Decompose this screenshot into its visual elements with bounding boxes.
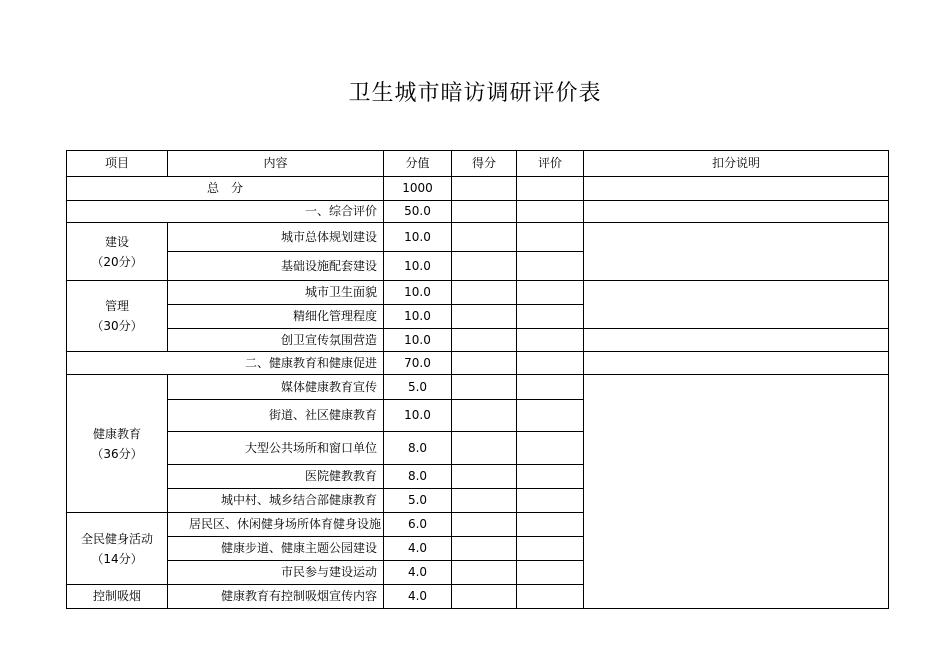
- evaluation-table: [66, 150, 889, 609]
- got-cell: [452, 329, 517, 352]
- group-label: [67, 375, 168, 513]
- content-cell: 城市卫生面貌: [168, 281, 384, 305]
- group-name: 管理: [104, 299, 129, 313]
- group-name: 建设: [104, 234, 129, 249]
- group-points: （14分）: [91, 551, 143, 566]
- score-cell: 10.0: [384, 305, 452, 329]
- section-row: [67, 352, 889, 375]
- note-cell: [584, 177, 889, 201]
- header-got: 得分: [452, 151, 517, 177]
- score-cell: 10.0: [384, 252, 452, 281]
- got-cell: [452, 400, 517, 432]
- score-cell: 5.0: [384, 375, 452, 400]
- note-cell: [584, 281, 889, 329]
- content-cell: 医院健教教育: [168, 465, 384, 489]
- note-cell: [584, 329, 889, 352]
- eval-cell: [517, 400, 584, 432]
- content-cell: 城市总体规划建设: [168, 223, 384, 252]
- got-cell: [452, 281, 517, 305]
- score-cell: 4.0: [384, 561, 452, 585]
- got-cell: [452, 537, 517, 561]
- score-cell: 10.0: [384, 223, 452, 252]
- got-cell: [452, 375, 517, 400]
- content-cell: 基础设施配套建设: [168, 252, 384, 281]
- content-cell: 城中村、城乡结合部健康教育: [168, 489, 384, 513]
- got-cell: [452, 177, 517, 201]
- eval-cell: [517, 432, 584, 465]
- got-cell: [452, 305, 517, 329]
- table-row: [67, 223, 889, 252]
- group-label: [67, 513, 168, 585]
- got-cell: [452, 561, 517, 585]
- note-cell: [584, 201, 889, 223]
- got-cell: [452, 465, 517, 489]
- table-header-row: [67, 151, 889, 177]
- eval-cell: [517, 537, 584, 561]
- got-cell: [452, 432, 517, 465]
- group-label: 控制吸烟: [67, 585, 168, 609]
- group-label: [67, 281, 168, 352]
- score-cell: 1000: [384, 177, 452, 201]
- score-cell: 70.0: [384, 352, 452, 375]
- content-cell: 街道、社区健康教育: [168, 400, 384, 432]
- eval-cell: [517, 375, 584, 400]
- header-note: 扣分说明: [584, 151, 889, 177]
- eval-cell: [517, 329, 584, 352]
- got-cell: [452, 585, 517, 609]
- eval-cell: [517, 223, 584, 252]
- note-cell: [584, 223, 889, 281]
- score-cell: 50.0: [384, 201, 452, 223]
- table-row: [67, 281, 889, 305]
- section-label: 一、综合评价: [67, 201, 384, 223]
- got-cell: [452, 489, 517, 513]
- got-cell: [452, 352, 517, 375]
- eval-cell: [517, 585, 584, 609]
- got-cell: [452, 513, 517, 537]
- score-cell: 6.0: [384, 513, 452, 537]
- table-row: [67, 329, 889, 352]
- score-cell: 4.0: [384, 537, 452, 561]
- content-cell: 市民参与建设运动: [168, 561, 384, 585]
- group-points: （30分）: [91, 319, 143, 333]
- group-name: 健康教育: [92, 426, 141, 441]
- content-cell: 创卫宣传氛围营造: [168, 329, 384, 352]
- got-cell: [452, 201, 517, 223]
- header-eval: 评价: [517, 151, 584, 177]
- page-title: 卫生城市暗访调研评价表: [348, 81, 602, 106]
- section-label: 二、健康教育和健康促进: [67, 352, 384, 375]
- group-points: （20分）: [91, 254, 143, 269]
- content-cell: 媒体健康教育宣传: [168, 375, 384, 400]
- total-label: 总 分: [67, 177, 384, 201]
- table-row: [67, 375, 889, 400]
- eval-cell: [517, 489, 584, 513]
- group-label: [67, 223, 168, 281]
- content-cell: 健康教育有控制吸烟宣传内容: [168, 585, 384, 609]
- eval-cell: [517, 561, 584, 585]
- eval-cell: [517, 201, 584, 223]
- eval-cell: [517, 252, 584, 281]
- score-cell: 10.0: [384, 281, 452, 305]
- score-cell: 10.0: [384, 400, 452, 432]
- header-content: 内容: [168, 151, 384, 177]
- eval-cell: [517, 352, 584, 375]
- header-score: 分值: [384, 151, 452, 177]
- note-cell: [584, 352, 889, 375]
- content-cell: 大型公共场所和窗口单位: [168, 432, 384, 465]
- content-cell: 居民区、休闲健身场所体育健身设施: [168, 513, 384, 537]
- eval-cell: [517, 305, 584, 329]
- score-cell: 8.0: [384, 465, 452, 489]
- got-cell: [452, 223, 517, 252]
- total-row: [67, 177, 889, 201]
- eval-cell: [517, 281, 584, 305]
- score-cell: 8.0: [384, 432, 452, 465]
- note-cell: [584, 375, 889, 609]
- got-cell: [452, 252, 517, 281]
- score-cell: 4.0: [384, 585, 452, 609]
- eval-cell: [517, 513, 584, 537]
- score-cell: 10.0: [384, 329, 452, 352]
- section-row: [67, 201, 889, 223]
- header-item: 项目: [67, 151, 168, 177]
- eval-cell: [517, 465, 584, 489]
- eval-cell: [517, 177, 584, 201]
- content-cell: 精细化管理程度: [168, 305, 384, 329]
- group-name: 全民健身活动: [80, 531, 153, 546]
- group-points: （36分）: [91, 446, 143, 461]
- score-cell: 5.0: [384, 489, 452, 513]
- content-cell: 健康步道、健康主题公园建设: [168, 537, 384, 561]
